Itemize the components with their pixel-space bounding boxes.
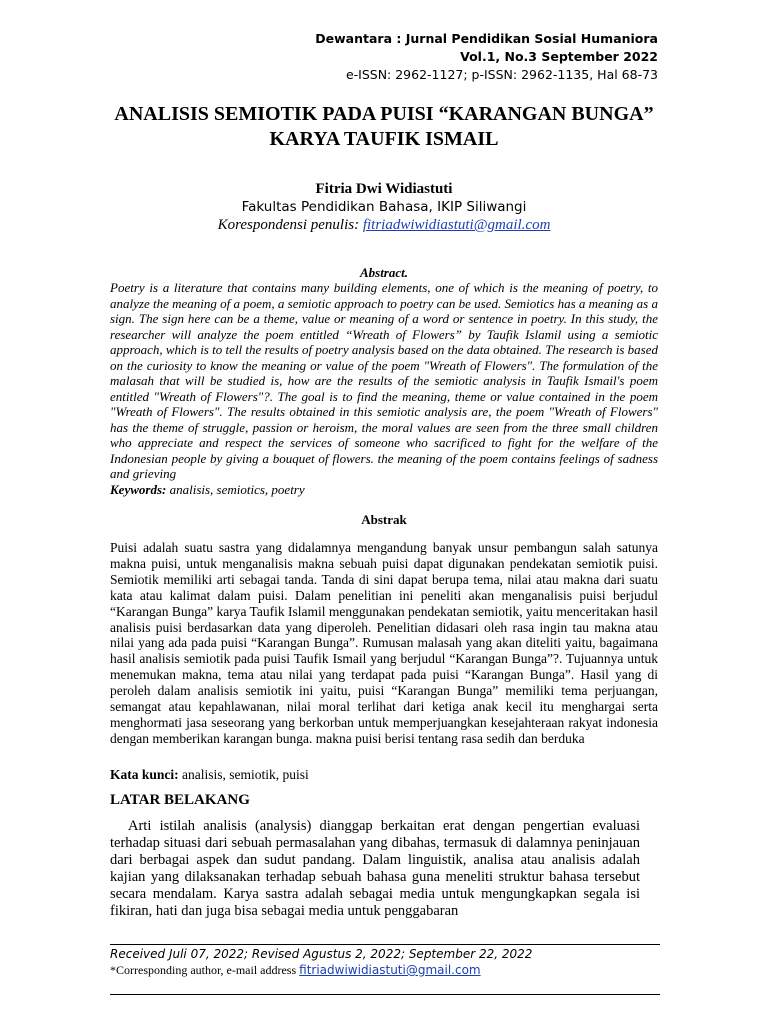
author-name: Fitria Dwi Widiastuti <box>315 181 453 197</box>
section-body: Arti istilah analisis (analysis) dianggap berkaitan erat dengan pengertian evaluasi terhadap situasi dari sebuah permasalahan yang dibahas, termasuk di dalamnya peninjauan dari berbagai aspek dan sudut pandang. Dalam linguistik, analisa atau analisis adalah kajian yang dilaksanakan terhadap sebuah bahasa guna meneliti struktur bahasa tersebut secara mendalam. Karya sastra adalah sebagai media untuk mengungkapkan segala isi fikiran, hati dan juga bisa sebagai media untuk penggabaran <box>110 818 640 919</box>
author-affiliation: Fakultas Pendidikan Bahasa, IKIP Siliwangi <box>241 199 527 215</box>
kata-kunci-label: Kata kunci: <box>110 767 179 782</box>
footer-email-link[interactable]: fitriadwiwidiastuti@gmail.com <box>299 963 481 977</box>
corresponding-note <box>110 963 481 978</box>
kata-kunci <box>110 767 658 783</box>
kata-kunci-values: analisis, semiotik, puisi <box>182 767 309 782</box>
journal-issn: e-ISSN: 2962-1127; p-ISSN: 2962-1135, Hal 68-73 <box>345 67 658 82</box>
journal-volume: Vol.1, No.3 September 2022 <box>460 49 658 64</box>
correspondence <box>110 216 658 234</box>
keywords-values: analisis, semiotics, poetry <box>169 482 305 497</box>
footer-rule-bottom <box>110 994 660 995</box>
keywords-label: Keywords: <box>110 482 167 497</box>
footer-rule-top <box>110 944 660 945</box>
author-email-link[interactable]: fitriadwiwidiastuti@gmail.com <box>362 217 551 233</box>
received-dates: Received Juli 07, 2022; Revised Agustus 2, 2022; September 22, 2022 <box>110 947 533 961</box>
keywords <box>110 482 658 497</box>
abstract-heading: Abstract. <box>359 265 409 280</box>
correspondence-label: Korespondensi penulis: <box>217 217 360 233</box>
author-block <box>110 180 658 234</box>
journal-name: Dewantara : Jurnal Pendidikan Sosial Humaniora <box>315 31 658 46</box>
abstrak-text: Puisi adalah suatu sastra yang didalamnya mengandung banyak unsur pembangun salah satunya makna puisi, untuk menganalisis makna sebuah puisi dapat digunakan pendekatan semiotik puisi. Semiotik memiliki arti sebagai tanda. Tanda di sini dapat berupa tema, nilai atau makna dari suatu kata atau kalimat dalam puisi. Dalam penelitian ini peneliti akan menganalisis puisi berjudul “Karangan Bunga” karya Taufik Islamil menggunakan pendekatan semiotik, yaitu menceritakan hasil analisis puisi berdasarkan data yang diperoleh. Penelitian didasari oleh rasa ingin tau makna atau nilai yang ada pada puisi “Karangan Bunga”. Rumusan malasah yang akan diteliti yaitu, bagaimana hasil analisis semiotik pada puisi Taufik Ismail yang berjudul “Karangan Bunga”?. Tujuannya untuk menemukan makna, tema atau nilai yang terdapat pada puisi “Karangan Bunga”. Hasil yang di peroleh dalam analisis semiotik ini yaitu, puisi “Karangan Bunga” memiliki tema perjuangan, semangat atau kepahlawanan, nilai moral terlihat dari ketiga anak kecil itu menghargai serta menghormati jasa seseorang yang berkorban untuk memperjuangkan kesejahteraan rakyat indonesia dengan memberikan karangan bunga. makna puisi berisi tentang rasa sedih dan berduka <box>110 540 658 746</box>
section-heading: LATAR BELAKANG <box>110 792 250 808</box>
corresponding-label: *Corresponding author, e-mail address <box>110 963 297 977</box>
abstract-text: Poetry is a literature that contains many building elements, one of which is the meaning of poetry, to analyze the meaning of a poem, a semiotic approach to poetry can be used. Semiotics has a meaning as a sign. The sign here can be a theme, value or meaning of a word or sentence in poetry. In this study, the researcher will analyze the poem entitled “Wreath of Flowers” by Taufik Islamil using a semiotic approach, which is to tell the results of poetry analysis based on the data obtained. The research is based on the curiosity to know the meaning or value of the poem "Wreath of Flowers". The formulation of the malasah that will be studied is, how are the results of the semiotic analysis in Taufik Ismail's poem entitled "Wreath of Flowers"?. The goal is to find the meaning, theme or value contained in the poem "Wreath of Flowers". The results obtained in this semiotic analysis are, the poem "Wreath of Flowers" has the theme of struggle, passion or heroism, the moral values are seen from the three small children who appreciate and respect the services of someone who sacrificed to fight for the welfare of the Indonesian people by giving a bouquet of flowers. the meaning of the poem contains feelings of sadness and grieving <box>110 280 658 481</box>
journal-header <box>315 30 658 84</box>
paper-title: ANALISIS SEMIOTIK PADA PUISI “KARANGAN BUNGA” KARYA TAUFIK ISMAIL <box>114 103 654 150</box>
abstrak-heading: Abstrak <box>361 512 407 527</box>
